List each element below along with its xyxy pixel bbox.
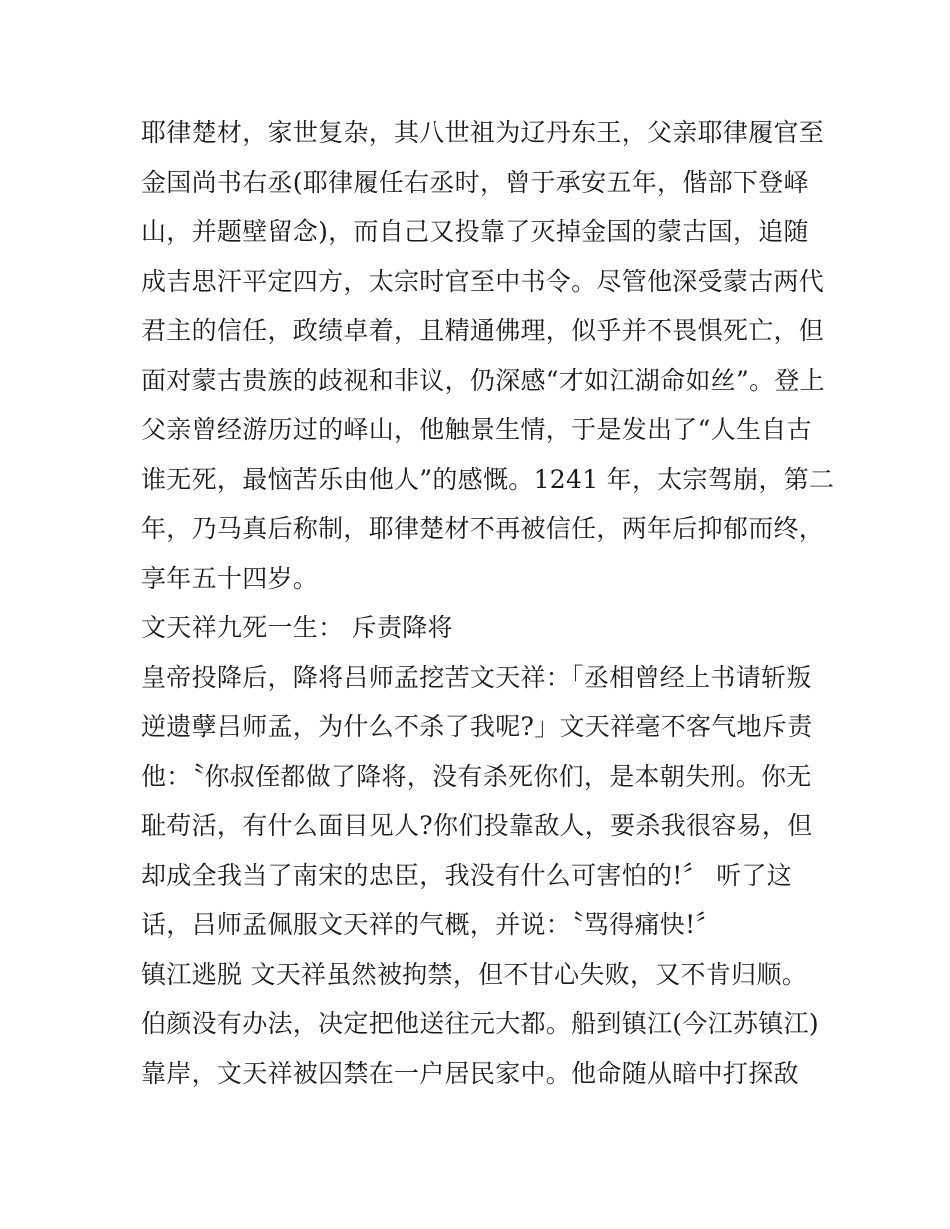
text-line: 话，吕师孟佩服文天祥的气概，并说：〝骂得痛快!〞 bbox=[141, 910, 721, 939]
text-line: 耶律楚材，家世复杂，其八世祖为辽丹东王，父亲耶律履官至 bbox=[141, 118, 825, 147]
text-line: 山，并题壁留念)，而自己又投靠了灭掉金国的蒙古国，追随 bbox=[141, 217, 809, 246]
text-line: 面对蒙古贵族的歧视和非议，仍深感“才如江湖命如丝”。登上 bbox=[141, 365, 825, 395]
text-line: 他：〝你叔侄都做了降将，没有杀死你们，是本朝失刑。你无 bbox=[141, 761, 812, 791]
text-line: 享年五十四岁。 bbox=[141, 563, 319, 593]
text-line: 年，乃马真后称制，耶律楚材不再被信任，两年后抑郁而终， bbox=[141, 514, 825, 543]
text-line: 金国尚书右丞(耶律履任右丞时，曾于承安五年，偕部下登峄 bbox=[141, 167, 809, 197]
text-line: 谁无死，最恼苦乐由他人”的感慨。1241 年，太宗驾崩，第二 bbox=[141, 464, 835, 494]
text-line: 君主的信任，政绩卓着，且精通佛理，似乎并不畏惧死亡，但 bbox=[141, 316, 825, 345]
text-line: 镇江逃脱 文天祥虽然被拘禁，但不甘心失败，又不肯归顺。 bbox=[141, 959, 808, 989]
text-line: 靠岸，文天祥被囚禁在一户居民家中。他命随从暗中打探敌 bbox=[141, 1058, 799, 1088]
text-line: 成吉思汗平定四方，太宗时官至中书令。尽管他深受蒙古两代 bbox=[141, 266, 825, 296]
text-line: 皇帝投降后，降将吕师孟挖苦文天祥：「丞相曾经上书请斩叛 bbox=[141, 662, 812, 692]
document-body bbox=[141, 108, 835, 1098]
text-line: 父亲曾经游历过的峄山，他触景生情，于是发出了“人生自古 bbox=[141, 415, 812, 444]
text-line: 伯颜没有办法，决定把他送往元大都。船到镇江(今江苏镇江) bbox=[141, 1009, 819, 1038]
section-heading: 文天祥九死一生： 斥责降将 bbox=[141, 613, 453, 642]
text-line: 逆遗孽吕师孟，为什么不杀了我呢?」文天祥毫不客气地斥责 bbox=[141, 712, 813, 741]
text-line: 却成全我当了南宋的忠臣，我没有什么可害怕的!〞 听了这 bbox=[141, 860, 793, 890]
text-line: 耻苟活，有什么面目见人?你们投靠敌人，要杀我很容易，但 bbox=[141, 811, 813, 840]
